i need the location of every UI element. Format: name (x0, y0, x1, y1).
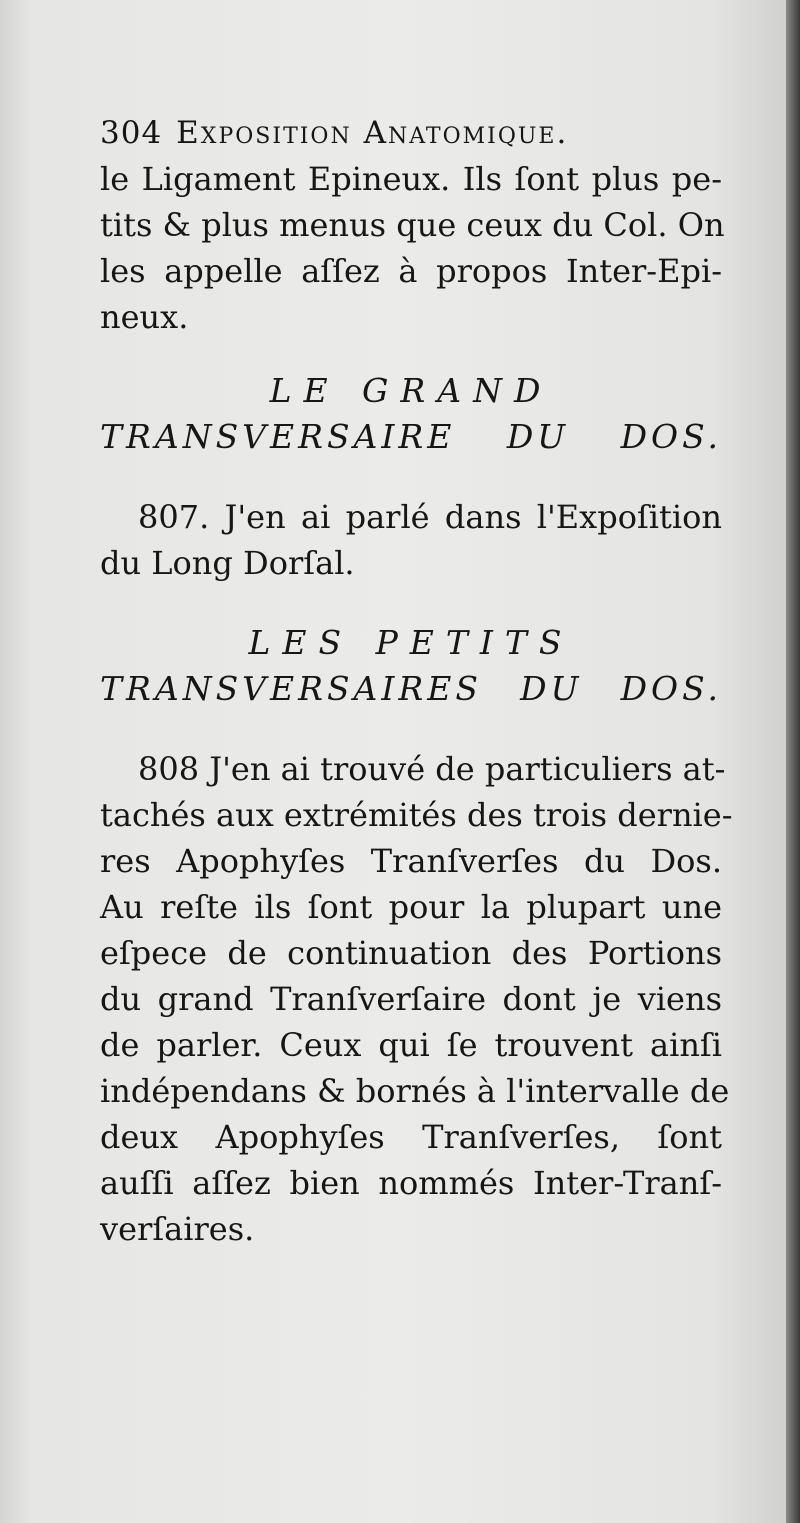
running-header (100, 110, 722, 156)
text-line: tits & plus menus que ceux du Col. On (100, 206, 725, 244)
text-line: verſaires. (100, 1210, 255, 1248)
text-line: Au reſte ils ſont pour la plupart une (100, 888, 722, 926)
text-line: le Ligament Epineux. Ils ſont plus pe- (100, 160, 722, 198)
page-edge-shadow (786, 0, 800, 1523)
text-line: tachés aux extrémités des trois dernie- (100, 796, 733, 834)
text-line: auſſi aſſez bien nommés Inter-Tranſ- (100, 1164, 722, 1202)
text-line: eſpece de continuation des Portions (100, 934, 722, 972)
text-line: neux. (100, 298, 189, 336)
text-line: res Apophyſes Tranſverſes du Dos. (100, 842, 722, 880)
running-title: Exposition Anatomique. (176, 115, 569, 151)
section-title-808-line2: TRANSVERSAIRES DU DOS. (100, 669, 722, 708)
page-text (100, 110, 733, 1252)
paragraph-807 (100, 494, 722, 586)
text-line: 807. J'en ai parlé dans l'Expoſition (138, 498, 722, 536)
text-line: du Long Dorſal. (100, 544, 355, 582)
text-line: indépendans & bornés à l'intervalle de (100, 1072, 730, 1110)
intro-paragraph (100, 156, 725, 340)
text-line: les appelle aſſez à propos Inter-Epi- (100, 252, 722, 290)
section-title-808-line1: LES PETITS (248, 623, 574, 662)
section-title-807-line1: LE GRAND (269, 371, 553, 410)
text-line: de parler. Ceux qui ſe trouvent ainſi (100, 1026, 722, 1064)
page-number: 304 (100, 115, 163, 151)
text-line: 808 J'en ai trouvé de particuliers at- (138, 750, 726, 788)
text-line: du grand Tranſverſaire dont je viens (100, 980, 722, 1018)
text-line: deux Apophyſes Tranſverſes, ſont (100, 1118, 722, 1156)
section-title-807-line2: TRANSVERSAIRE DU DOS. (100, 417, 722, 456)
paragraph-808 (100, 746, 733, 1252)
